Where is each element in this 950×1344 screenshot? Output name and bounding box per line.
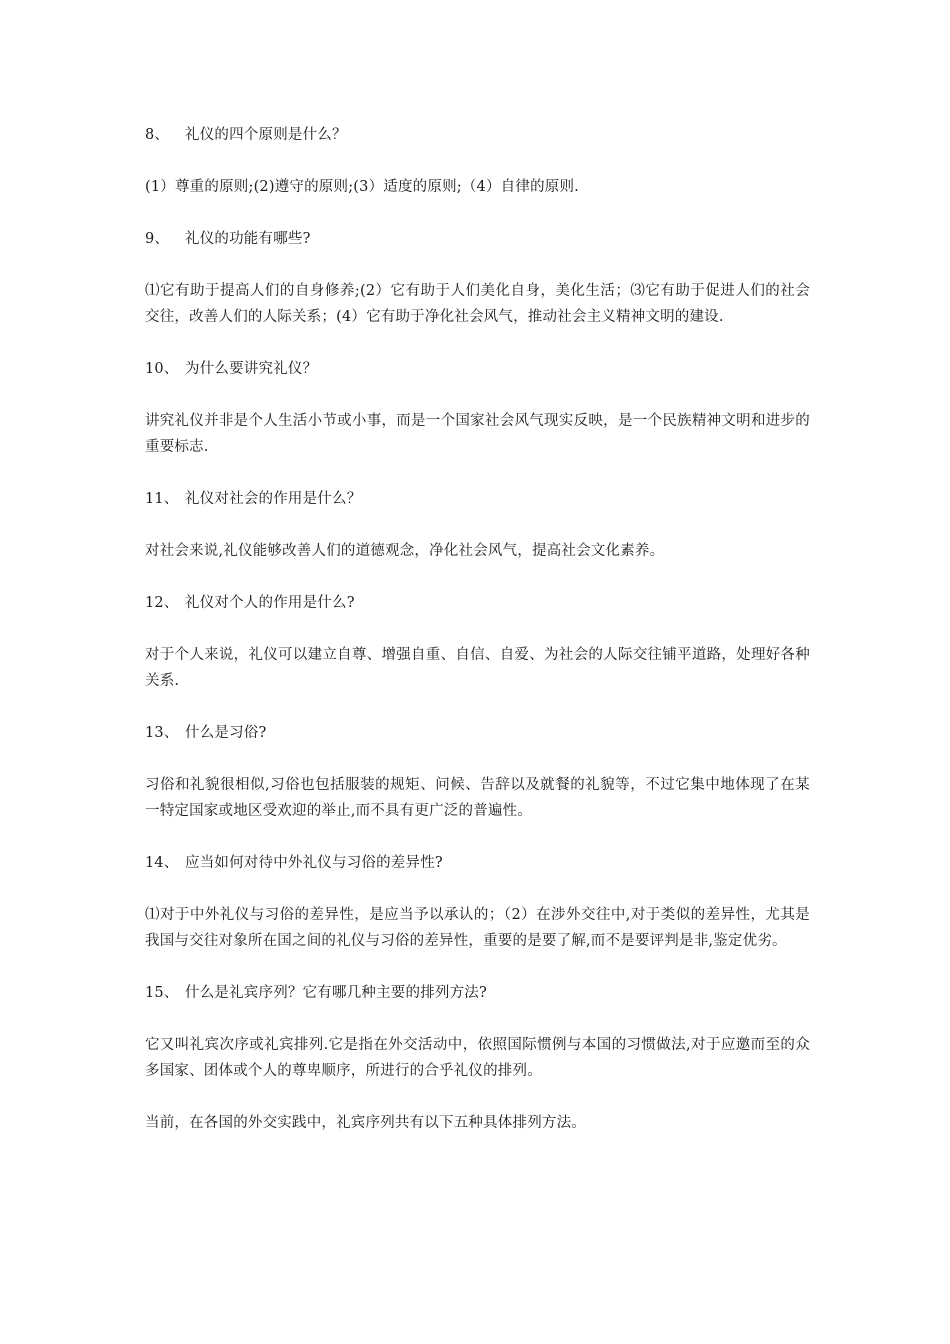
question-9 [145,226,810,252]
document-page [145,122,810,1162]
question-text: 什么是礼宾序列？它有哪几种主要的排列方法? [185,985,487,1001]
answer-15-part-2: 当前，在各国的外交实践中，礼宾序列共有以下五种具体排列方法。 [145,1115,586,1131]
question-text: 礼仪对社会的作用是什么？ [185,491,362,507]
answer-8: (1）尊重的原则;(2)遵守的原则;(3）适度的原则;（4）自律的原则. [145,179,579,195]
answer-14: ⑴对于中外礼仪与习俗的差异性，是应当予以承认的；（2）在涉外交往中,对于类似的差异性，尤其是我国与交往对象所在国之间的礼仪与习俗的差异性，重要的是要了解,而不是要评判是非,鉴定优劣。 [145,907,810,949]
question-text: 礼仪的四个原则是什么？ [185,127,347,143]
question-12 [145,590,810,616]
question-8 [145,122,810,148]
question-text: 什么是习俗? [185,725,267,741]
question-number: 13、 [145,725,179,741]
question-number: 9、 [145,231,170,247]
question-text: 礼仪的功能有哪些? [185,231,311,247]
question-number: 10、 [145,361,179,377]
answer-15-part-1: 它又叫礼宾次序或礼宾排列.它是指在外交活动中，依照国际惯例与本国的习惯做法,对于应邀而至的众多国家、团体或个人的尊卑顺序，所进行的合乎礼仪的排列。 [145,1037,810,1079]
question-text: 礼仪对个人的作用是什么? [185,595,355,611]
question-number: 11、 [145,491,179,507]
question-number: 14、 [145,855,179,871]
question-13 [145,720,810,746]
question-number: 8、 [145,127,170,143]
question-10 [145,356,810,382]
answer-12: 对于个人来说，礼仪可以建立自尊、增强自重、自信、自爱、为社会的人际交往铺平道路，处理好各种关系. [145,647,810,689]
question-15 [145,980,810,1006]
question-14 [145,850,810,876]
answer-10: 讲究礼仪并非是个人生活小节或小事，而是一个国家社会风气现实反映，是一个民族精神文明和进步的重要标志. [145,413,810,455]
question-11 [145,486,810,512]
answer-13: 习俗和礼貌很相似,习俗也包括服装的规矩、问候、告辞以及就餐的礼貌等，不过它集中地体现了在某一特定国家或地区受欢迎的举止,而不具有更广泛的普遍性。 [145,777,810,819]
answer-9: ⑴它有助于提高人们的自身修养;(2）它有助于人们美化自身，美化生活；⑶它有助于促进人们的社会交往，改善人们的人际关系；(4）它有助于净化社会风气，推动社会主义精神文明的建设. [145,283,810,325]
question-number: 15、 [145,985,179,1001]
question-text: 应当如何对待中外礼仪与习俗的差异性? [185,855,443,871]
question-number: 12、 [145,595,179,611]
question-text: 为什么要讲究礼仪？ [185,361,318,377]
answer-11: 对社会来说,礼仪能够改善人们的道德观念，净化社会风气，提高社会文化素养。 [145,543,665,559]
